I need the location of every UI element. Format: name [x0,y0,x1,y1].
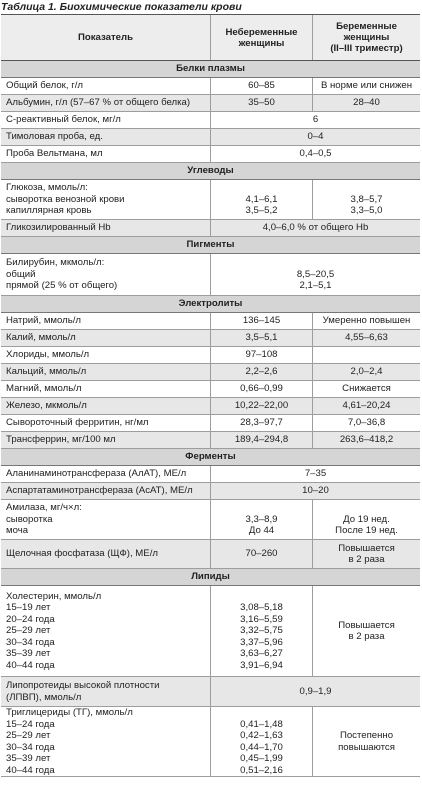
indicator-label: Натрий, ммоль/л [6,315,82,327]
section-title: Углеводы [187,165,234,177]
pregnant-value-cell [312,313,420,329]
non-pregnant-value: 136–145 [242,315,281,327]
table-row [1,500,420,540]
common-value-cell [210,483,420,499]
pregnant-value-cell [312,500,420,539]
indicator-label: Билирубин, мкмоль/л: [6,257,105,269]
non-pregnant-value: 189,4–294,8 [234,434,289,446]
non-pregnant-value [260,502,263,514]
table-row [1,540,420,569]
non-pregnant-value: 0,44–1,70 [240,741,283,753]
header-non-pregnant-line: Небеременные [225,26,298,38]
non-pregnant-value: 3,5–5,2 [245,205,278,217]
section-title: Электролиты [178,298,243,310]
indicator-label: моча [6,525,29,537]
table-row [1,112,420,129]
table-row [1,381,420,398]
non-pregnant-value-cell [210,432,312,448]
table-caption: Таблица 1. Биохимические показатели крови [1,1,242,13]
indicator-label: 15–24 года [6,718,55,730]
section-row [1,237,420,254]
table-header-row [1,14,420,61]
pregnant-value-cell [312,540,420,568]
pregnant-value [365,502,368,514]
indicator-cell [1,220,210,236]
non-pregnant-value: 3,08–5,18 [240,602,283,614]
non-pregnant-value: До 44 [248,525,275,537]
common-value-cell [210,112,420,128]
indicator-cell [1,466,210,482]
common-value-cell [210,220,420,236]
table-row [1,180,420,220]
pregnant-value: Умеренно повышен [322,315,411,327]
indicator-label: капиллярная кровь [6,205,92,217]
pregnant-value-cell [312,364,420,380]
indicator-cell [1,483,210,499]
table-row [1,707,420,777]
non-pregnant-value: 28,3–97,7 [240,417,283,429]
indicator-label: Железо, мкмоль/л [6,400,87,412]
pregnant-value: После 19 нед. [335,525,398,537]
section-title: Белки плазмы [176,63,245,75]
indicator-label: (ЛПВП), ммоль/л [6,691,82,703]
pregnant-value: повышаются [338,741,395,753]
non-pregnant-value: 3,5–5,1 [245,332,278,344]
pregnant-value [365,349,368,361]
indicator-label: Сывороточный ферритин, нг/мл [6,417,149,429]
table-row [1,95,420,112]
header-pregnant-line: (II–III триместр) [330,43,403,54]
non-pregnant-value-cell [210,95,312,111]
common-value-cell [210,466,420,482]
indicator-label: 30–34 года [6,741,55,753]
header-non-pregnant-line: женщины [238,37,285,49]
header-indicator-label: Показатель [77,32,133,43]
indicator-label: Аланинаминотрансфераза (АлАТ), МЕ/л [6,468,187,480]
table-row [1,677,420,707]
indicator-cell [1,415,210,431]
non-pregnant-value: 35–50 [248,97,275,109]
indicator-cell [1,112,210,128]
table-row [1,313,420,330]
indicator-cell [1,707,210,776]
non-pregnant-value-cell [210,347,312,363]
table-row [1,398,420,415]
non-pregnant-value: 60–85 [248,80,275,92]
section-row [1,61,420,78]
indicator-label: Глюкоза, ммоль/л: [6,182,88,194]
pregnant-value: 4,55–6,63 [345,332,388,344]
pregnant-value: Постепенно [339,730,394,741]
non-pregnant-value-cell [210,313,312,329]
indicator-label: 25–29 лет [6,730,51,741]
common-value: 2,1–5,1 [299,280,332,292]
non-pregnant-value-cell [210,586,312,676]
non-pregnant-value: 70–260 [245,548,278,560]
non-pregnant-value-cell [210,540,312,568]
pregnant-value-cell [312,95,420,111]
non-pregnant-value-cell [210,398,312,414]
non-pregnant-value: 3,37–5,96 [240,636,283,648]
non-pregnant-value: 0,41–1,48 [240,718,283,730]
table-row [1,78,420,95]
pregnant-value: 3,8–5,7 [350,193,383,205]
indicator-label: 15–19 лет [6,602,51,614]
pregnant-value: В норме или снижен [320,80,413,92]
section-title: Ферменты [185,451,236,463]
pregnant-value: 7,0–36,8 [347,417,386,429]
indicator-label: Альбумин, г/л (57–67 % от общего белка) [6,97,191,109]
non-pregnant-value-cell [210,330,312,346]
indicator-label: 40–44 года [6,659,55,671]
common-value: 0,9–1,9 [299,685,332,697]
indicator-label: Триглицериды (ТГ), ммоль/л [6,707,133,718]
indicator-cell [1,180,210,219]
table-row [1,432,420,449]
common-value [314,257,317,269]
indicator-cell [1,586,210,676]
indicator-label: Общий белок, г/л [6,80,83,92]
section-row [1,449,420,466]
indicator-cell [1,540,210,568]
indicator-label: Щелочная фосфатаза (ЩФ), МЕ/л [6,548,158,560]
section-row [1,569,420,586]
indicator-label: Хлориды, ммоль/л [6,349,90,361]
indicator-cell [1,347,210,363]
pregnant-value: 263,6–418,2 [339,434,394,446]
non-pregnant-value: 10,22–22,00 [234,400,289,412]
non-pregnant-value: 3,16–5,59 [240,613,283,625]
header-non-pregnant [210,15,312,60]
header-indicator [1,15,210,60]
blood-biochemistry-table [1,14,420,777]
pregnant-value: До 19 нед. [343,513,390,525]
header-pregnant-line: Беременные [336,21,397,32]
indicator-cell [1,254,210,295]
common-value: 8,5–20,5 [296,268,335,280]
indicator-label: 35–39 лет [6,753,51,764]
indicator-label: С-реактивный белок, мг/л [6,114,121,126]
indicator-label: прямой (25 % от общего) [6,280,118,292]
indicator-label: Магний, ммоль/л [6,383,82,395]
pregnant-value-cell [312,707,420,776]
common-value: 4,0–6,0 % от общего Hb [262,222,369,234]
pregnant-value [365,182,368,194]
table-row [1,364,420,381]
header-pregnant-line: женщины [343,32,390,43]
section-row [1,296,420,313]
non-pregnant-value-cell [210,78,312,94]
table-row [1,466,420,483]
common-value: 6 [312,114,319,126]
common-value: 0,4–0,5 [299,148,332,160]
indicator-cell [1,364,210,380]
table-row [1,129,420,146]
indicator-label: сыворотка венозной крови [6,193,125,205]
pregnant-value: в 2 раза [348,631,385,642]
common-value-cell [210,146,420,162]
non-pregnant-value [260,591,263,603]
common-value-cell [210,677,420,706]
pregnant-value: 28–40 [353,97,380,109]
indicator-label: Амилаза, мг/ч×л: [6,502,82,514]
indicator-label: Калий, ммоль/л [6,332,76,344]
pregnant-value: в 2 раза [348,554,385,565]
non-pregnant-value [260,182,263,194]
indicator-label: Тимоловая проба, ед. [6,131,103,143]
pregnant-value-cell [312,398,420,414]
indicator-cell [1,129,210,145]
indicator-cell [1,677,210,706]
indicator-cell [1,432,210,448]
non-pregnant-value: 2,2–2,6 [245,366,278,378]
non-pregnant-value: 0,42–1,63 [240,730,283,741]
non-pregnant-value: 3,63–6,27 [240,648,283,660]
indicator-label: 30–34 года [6,636,55,648]
pregnant-value-cell [312,432,420,448]
pregnant-value-cell [312,347,420,363]
indicator-label: 25–29 лет [6,625,51,637]
common-value-cell [210,129,420,145]
non-pregnant-value-cell [210,500,312,539]
pregnant-value-cell [312,586,420,676]
indicator-label: Аспартатаминотрансфераза (АсАТ), МЕ/л [6,485,193,497]
common-value: 0–4 [307,131,324,143]
non-pregnant-value: 4,1–6,1 [245,193,278,205]
header-pregnant [312,15,420,60]
pregnant-value-cell [312,78,420,94]
indicator-label: 40–44 года [6,764,55,776]
pregnant-value-cell [312,330,420,346]
indicator-label: Проба Вельтмана, мл [6,148,103,160]
pregnant-value: Снижается [342,383,391,395]
table-row [1,254,420,296]
section-title: Липиды [191,571,230,583]
non-pregnant-value: 3,91–6,94 [240,659,283,671]
indicator-cell [1,78,210,94]
indicator-label: Трансферрин, мг/100 мл [6,434,116,446]
indicator-label: Гликозилированный Hb [6,222,111,234]
non-pregnant-value: 0,66–0,99 [240,383,283,395]
indicator-label: сыворотка [6,513,53,525]
section-title: Пигменты [186,239,235,251]
common-value: 10–20 [302,485,329,497]
non-pregnant-value: 0,45–1,99 [240,753,283,764]
table-row [1,146,420,163]
common-value: 7–35 [304,468,327,480]
table-row [1,347,420,364]
indicator-cell [1,381,210,397]
indicator-cell [1,398,210,414]
indicator-label: Липопротеиды высокой плотности [6,680,160,691]
table-row [1,483,420,500]
common-value-cell [210,254,420,295]
non-pregnant-value: 3,32–5,75 [240,625,283,637]
indicator-label: Кальций, ммоль/л [6,366,87,378]
pregnant-value: Повышается [338,619,395,631]
table-row [1,586,420,677]
section-row [1,163,420,180]
indicator-cell [1,330,210,346]
indicator-label: 35–39 лет [6,648,51,660]
non-pregnant-value: 97–108 [245,349,278,361]
non-pregnant-value-cell [210,415,312,431]
indicator-cell [1,146,210,162]
indicator-label: Холестерин, ммоль/л [6,590,102,602]
pregnant-value-cell [312,381,420,397]
indicator-cell [1,500,210,539]
indicator-label: общий [6,268,36,280]
pregnant-value: Повышается [338,542,395,554]
non-pregnant-value-cell [210,180,312,219]
pregnant-value: 3,3–5,0 [350,205,383,217]
pregnant-value: 2,0–2,4 [350,366,383,378]
indicator-label: 20–24 года [6,613,55,625]
non-pregnant-value: 3,3–8,9 [245,513,278,525]
table-row [1,220,420,237]
non-pregnant-value-cell [210,707,312,776]
non-pregnant-value-cell [210,381,312,397]
non-pregnant-value-cell [210,364,312,380]
non-pregnant-value [260,707,263,719]
table-row [1,330,420,347]
table-row [1,415,420,432]
pregnant-value-cell [312,415,420,431]
indicator-cell [1,95,210,111]
non-pregnant-value: 0,51–2,16 [240,764,283,776]
pregnant-value: 4,61–20,24 [342,400,391,412]
indicator-cell [1,313,210,329]
pregnant-value-cell [312,180,420,219]
